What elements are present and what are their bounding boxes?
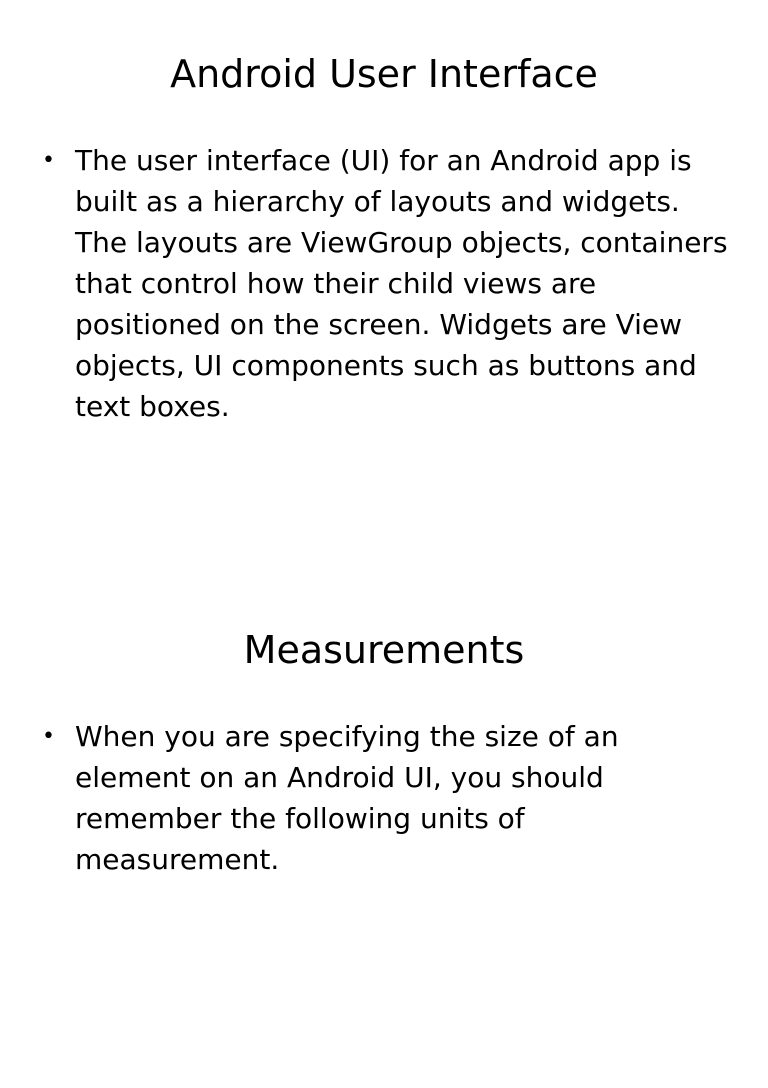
bullet-list [40, 716, 730, 880]
slide-title: Measurements [243, 628, 525, 672]
bullet-item [40, 716, 730, 880]
bullet-icon: • [42, 148, 55, 173]
slide-measurements [0, 576, 768, 1088]
bullet-text: When you are specifying the size of an element on an Android UI, you should remember the following units of measurement. [75, 720, 619, 876]
bullet-item [40, 140, 730, 427]
bullet-icon: • [42, 724, 55, 749]
bullet-text: The user interface (UI) for an Android app is built as a hierarchy of layouts and widgets. The layouts are ViewGroup objects, containers that control how their child views are positioned on the screen. Widgets are View objects, UI components such as buttons and text boxes. [75, 144, 728, 423]
slide-title: Android User Interface [170, 52, 598, 96]
slide-android-user-interface [0, 0, 768, 512]
bullet-list [40, 140, 730, 427]
